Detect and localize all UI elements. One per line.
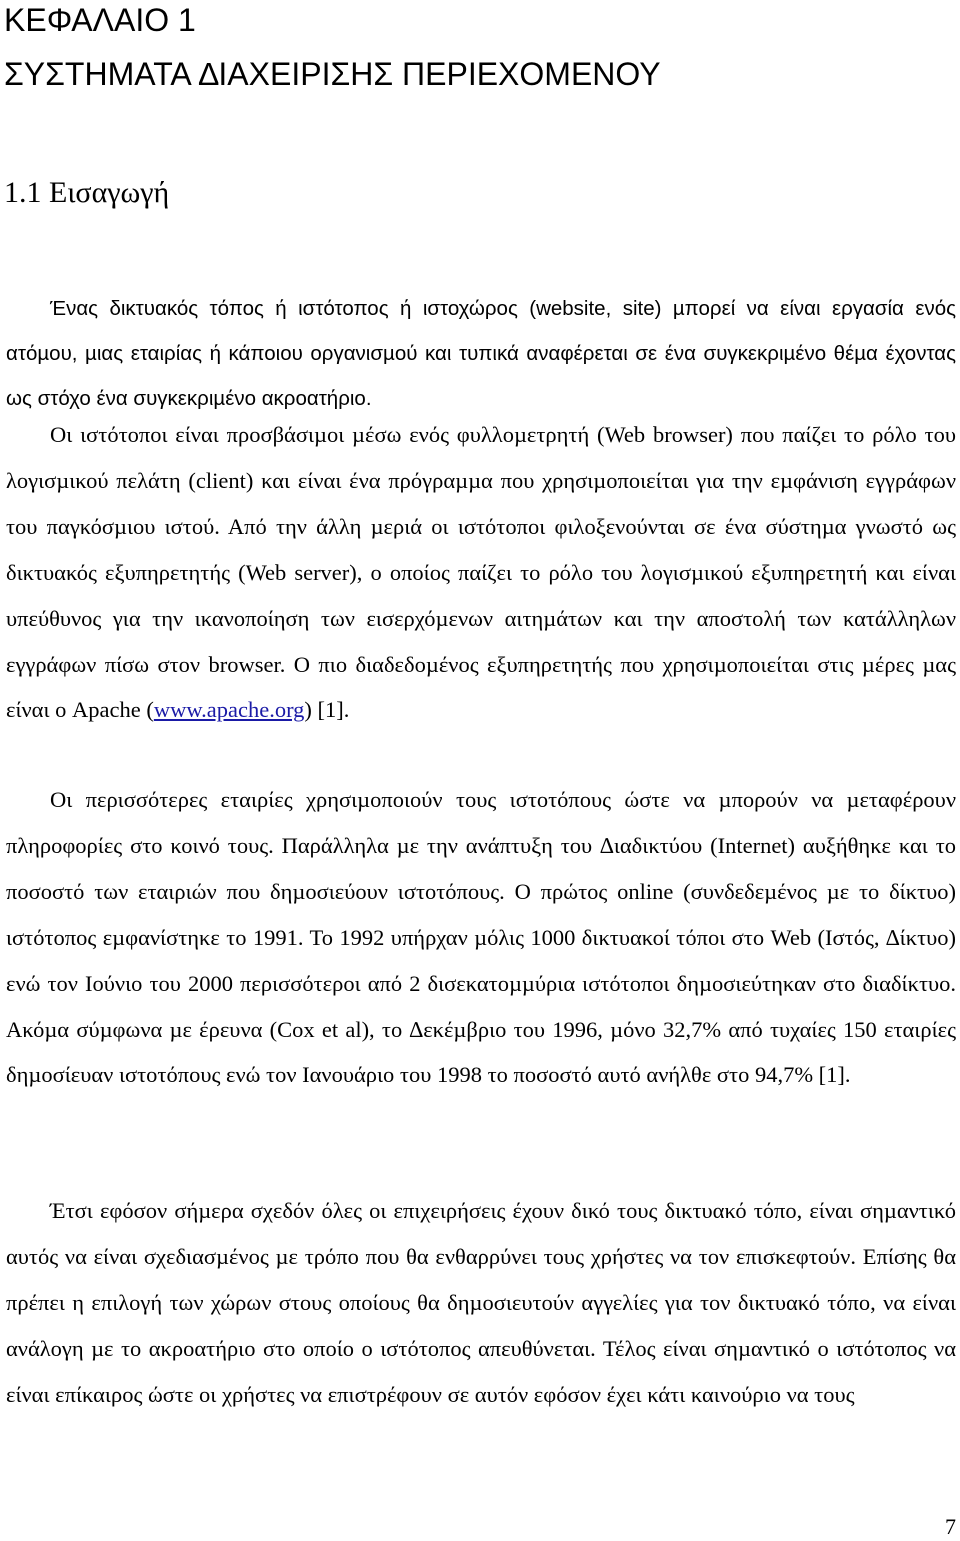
section-heading: 1.1 Εισαγωγή <box>4 176 170 209</box>
paragraph-statistics: Οι περισσότερες εταιρίες χρησιµοποιούν τους ιστοτόπους ώστε να µπορούν να µεταφέρουν πληροφορίες στο κοινό τους. Παράλληλα µε την ανάπτυξη του ∆ιαδικτύου (Internet) αυξήθηκε και το ποσοστό των εταιριών που δηµοσιεύουν ιστοτόπους. Ο πρώτος online (συνδεδεµένος µε το δίκτυο) ιστότοπος εµφανίστηκε το 1991. Το 1992 υπήρχαν µόλις 1000 δικτυακοί τόποι στο Web (Ιστός, ∆ίκτυο) ενώ τον Ιούνιο του 2000 περισσότεροι από 2 δισεκατοµµύρια ιστότοποι δηµοσιεύτηκαν στο διαδίκτυο. Ακόµα σύµφωνα µε έρευνα (Cox et al), το ∆εκέµβριο του 1996, µόνο 32,7% από τυχαίες 150 εταιρίες δηµοσίευαν ιστοτόπους ενώ τον Ιανουάριο του 1998 το ποσοστό αυτό ανήλθε στο 94,7% [1]. <box>6 787 956 1088</box>
paragraph-text: Οι ιστότοποι είναι προσβάσιµοι µέσω ενός φυλλοµετρητή (Web browser) που παίζει το ρόλο του λογισµικού πελάτη (client) και είναι ένα πρόγραµµα που χρησιµοποιείται για την εµφάνιση εγγράφων του παγκόσµιου ιστού. Από την άλλη µεριά οι ιστότοποι φιλοξενούνται σε ένα σύστηµα γνωστό ως δικτυακός εξυπηρετητής (Web server), ο οποίος παίζει το ρόλο του λογισµικού εξυπηρετητή και είναι υπεύθυνος για την ικανοποίηση των εισερχόµενων αιτηµάτων και την αποστολή των κατάλληλων εγγράφων πίσω στον browser. Ο πιο διαδεδοµένος εξυπηρετητής που χρησιµοποιείται στις µέρες µας είναι ο Apache ( <box>6 422 956 723</box>
chapter-title: ΣΥΣΤΗΜΑΤΑ ∆ΙΑΧΕΙΡΙΣΗΣ ΠΕΡΙΕΧΟΜΕΝΟΥ <box>4 56 661 92</box>
chapter-label: ΚΕΦΑΛΑΙΟ 1 <box>4 2 196 38</box>
apache-link[interactable]: www.apache.org <box>153 697 305 723</box>
page-number: 7 <box>945 1514 956 1539</box>
paragraph-intro: Ένας δικτυακός τόπος ή ιστότοπος ή ιστοχώρος (website, site) µπορεί να είναι εργασία ενός ατόµου, µιας εταιρίας ή κάποιου οργανισµού και τυπικά αναφέρεται σε ένα συγκεκριµένο θέµα έχοντας ως στόχο ένα συγκεκριµένο ακροατήριο. <box>6 297 956 410</box>
paragraph-websites-servers <box>6 412 956 733</box>
paragraph-business-sites: Έτσι εφόσον σήµερα σχεδόν όλες οι επιχειρήσεις έχουν δικό τους δικτυακό τόπο, είναι σηµαντικό αυτός να είναι σχεδιασµένος µε τρόπο που θα ενθαρρύνει τους χρήστες να τον επισκεφτούν. Επίσης θα πρέπει η επιλογή των χώρων στους οποίους θα δηµοσιευτούν αγγελίες για τον δικτυακό τόπο, να είναι ανάλογη µε το ακροατήριο στο οποίο ο ιστότοπος απευθύνεται. Τέλος είναι σηµαντικό ο ιστότοπος να είναι επίκαιρος ώστε οι χρήστες να επιστρέφουν σε αυτόν εφόσον έχει κάτι καινούριο να τους <box>6 1198 956 1407</box>
paragraph-text: ) [1]. <box>304 697 350 723</box>
